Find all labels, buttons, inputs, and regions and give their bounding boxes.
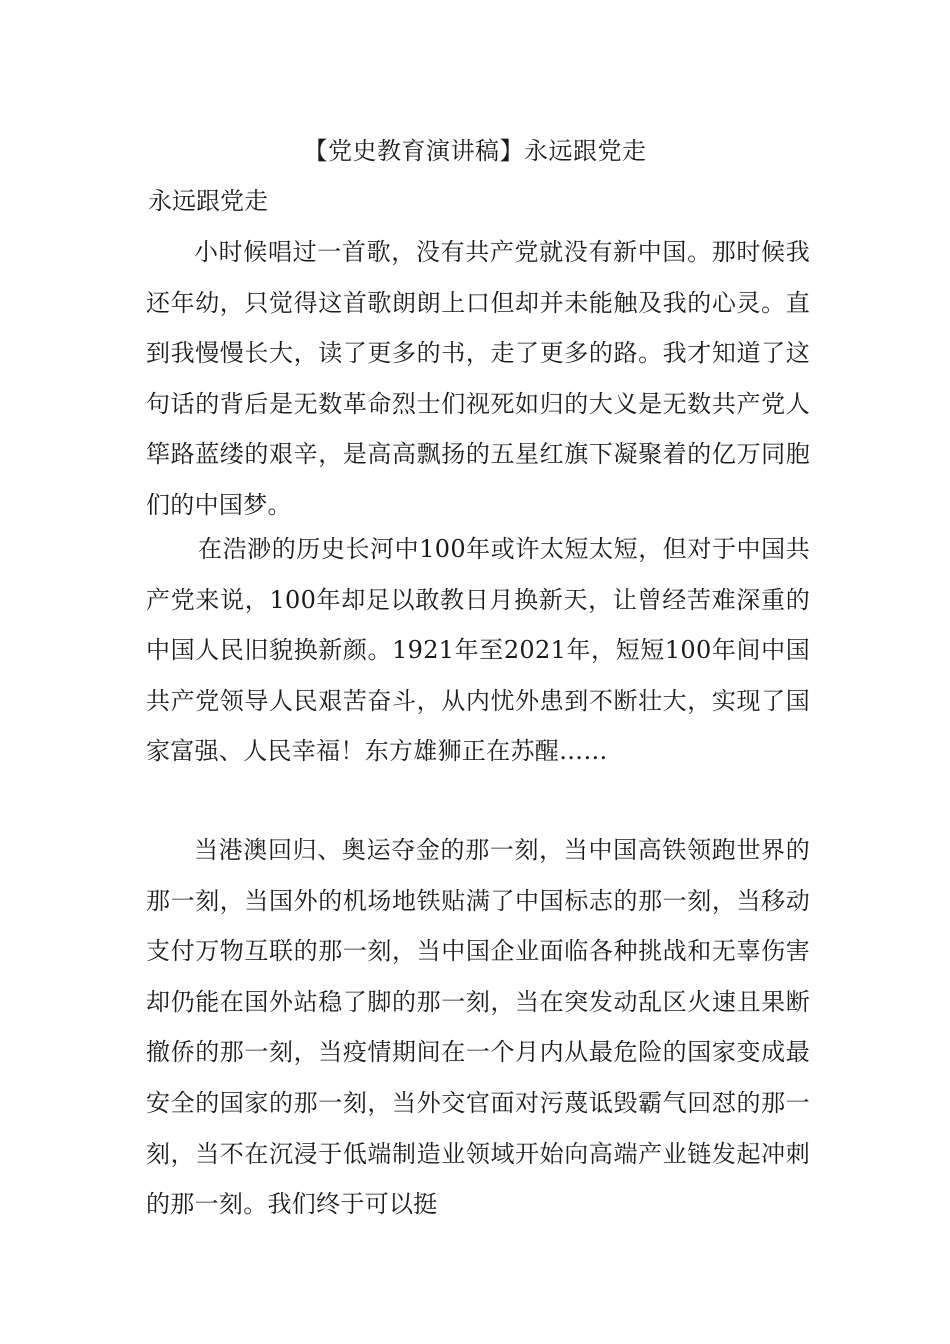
paragraph-2: 在浩渺的历史长河中100年或许太短太短，但对于中国共产党来说，100年却足以敢教日月换新天，让曾经苦难深重的中国人民旧貌换新颜。1921年至2021年，短短100年间中国共产党领导人民艰苦奋斗，从内忧外患到不断壮大，实现了国家富强、人民幸福！东方雄狮正在苏醒……	[146, 535, 810, 766]
paragraph-3: 当港澳回归、奥运夺金的那一刻，当中国高铁领跑世界的那一刻，当国外的机场地铁贴满了中国标志的那一刻，当移动支付万物互联的那一刻，当中国企业面临各种挑战和无辜伤害却仍能在国外站稳了脚的那一刻，当在突发动乱区火速且果断撤侨的那一刻，当疫情期间在一个月内从最危险的国家变成最安全的国家的那一刻，当外交官面对污蔑诋毁霸气回怼的那一刻，当不在沉浸于低端制造业领域开始向高端产业链发起冲刺的那一刻。我们终于可以挺	[146, 836, 810, 1219]
speech-subtitle: 永远跟党走	[148, 187, 268, 215]
paragraph-1: 小时候唱过一首歌，没有共产党就没有新中国。那时候我还年幼，只觉得这首歌朗朗上口但却并未能触及我的心灵。直到我慢慢长大，读了更多的书，走了更多的路。我才知道了这句话的背后是无数革命烈士们视死如归的大义是无数共产党人筚路蓝缕的艰辛，是高高飘扬的五星红旗下凝聚着的亿万同胞们的中国梦。	[146, 238, 810, 519]
document-title: 【党史教育演讲稿】永远跟党走	[303, 137, 647, 165]
